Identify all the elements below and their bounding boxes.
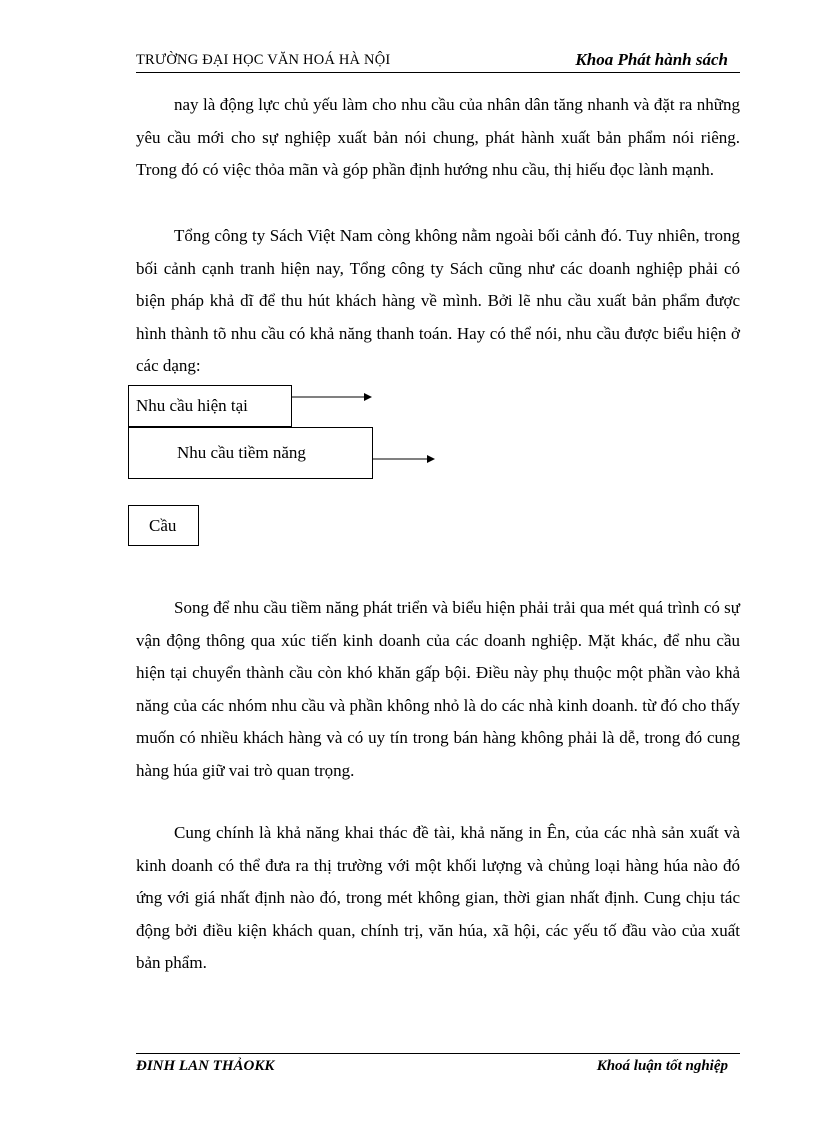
paragraph-1: nay là động lực chủ yếu làm cho nhu cầu của nhân dân tăng nhanh và đặt ra những yêu cầu mới cho sự nghiệp xuất bản nói chung, phát hành xuất bản phẩm nói riêng. Trong đó có việc thỏa mãn và góp phần định hướng nhu cầu, thị hiếu đọc lành mạnh. <box>136 95 740 180</box>
demand-label: Cầu <box>149 515 177 535</box>
potential-demand-box <box>128 427 373 479</box>
current-demand-box <box>128 385 292 427</box>
potential-demand-label: Nhu cầu tiềm năng <box>177 443 306 462</box>
university-name: TRƯỜNG ĐẠI HỌC VĂN HOÁ HÀ NỘI <box>136 52 391 68</box>
current-demand-arrow-icon <box>292 391 376 403</box>
current-demand-label: Nhu cầu hiện tại <box>136 396 248 415</box>
paragraph-2: Tổng công ty Sách Việt Nam còng không nằm ngoài bối cảnh đó. Tuy nhiên, trong bối cảnh cạnh tranh hiện nay, Tổng công ty Sách cũng như các doanh nghiệp phải có biện pháp khả dĩ để thu hút khách hàng về mình. Bởi lẽ nhu cầu xuất bản phẩm được hình thành tõ nhu cầu có khả năng thanh toán. Hay có thể nói, nhu cầu được biểu hiện ở các dạng: <box>136 226 740 376</box>
paragraph-4: Cung chính là khả năng khai thác đề tài, khả năng in Ên, của các nhà sản xuất và kinh doanh có thể đưa ra thị trường với một khối lượng và chủng loại hàng húa nào đó ứng với giá nhất định nào đó, trong mét không gian, thời gian nhất định. Cung chịu tác động bởi điều kiện khách quan, chính trị, văn húa, xã hội, các yếu tố đầu vào của xuất bản phẩm. <box>136 823 740 973</box>
author-name: ĐINH LAN THẢOKK <box>136 1058 275 1074</box>
faculty-name: Khoa Phát hành sách <box>575 50 728 69</box>
paragraph-3: Song để nhu cầu tiềm năng phát triển và biểu hiện phải trải qua mét quá trình có sự vận động thông qua xúc tiến kinh doanh của các doanh nghiệp. Mặt khác, để nhu cầu hiện tại chuyển thành cầu còn khó khăn gấp bội. Điều này phụ thuộc một phần vào khả năng của các nhóm nhu cầu và phần không nhỏ là do các nhà kinh doanh. từ đó cho thấy muốn có nhiều khách hàng và có uy tín trong bán hàng không phải là dễ, trong đó cung hàng húa giữ vai trò quan trọng. <box>136 598 740 780</box>
page-footer <box>136 1053 740 1078</box>
demand-box <box>128 505 199 546</box>
potential-demand-arrow-icon <box>373 453 439 465</box>
page-header <box>136 50 740 73</box>
thesis-label: Khoá luận tốt nghiệp <box>596 1058 728 1074</box>
